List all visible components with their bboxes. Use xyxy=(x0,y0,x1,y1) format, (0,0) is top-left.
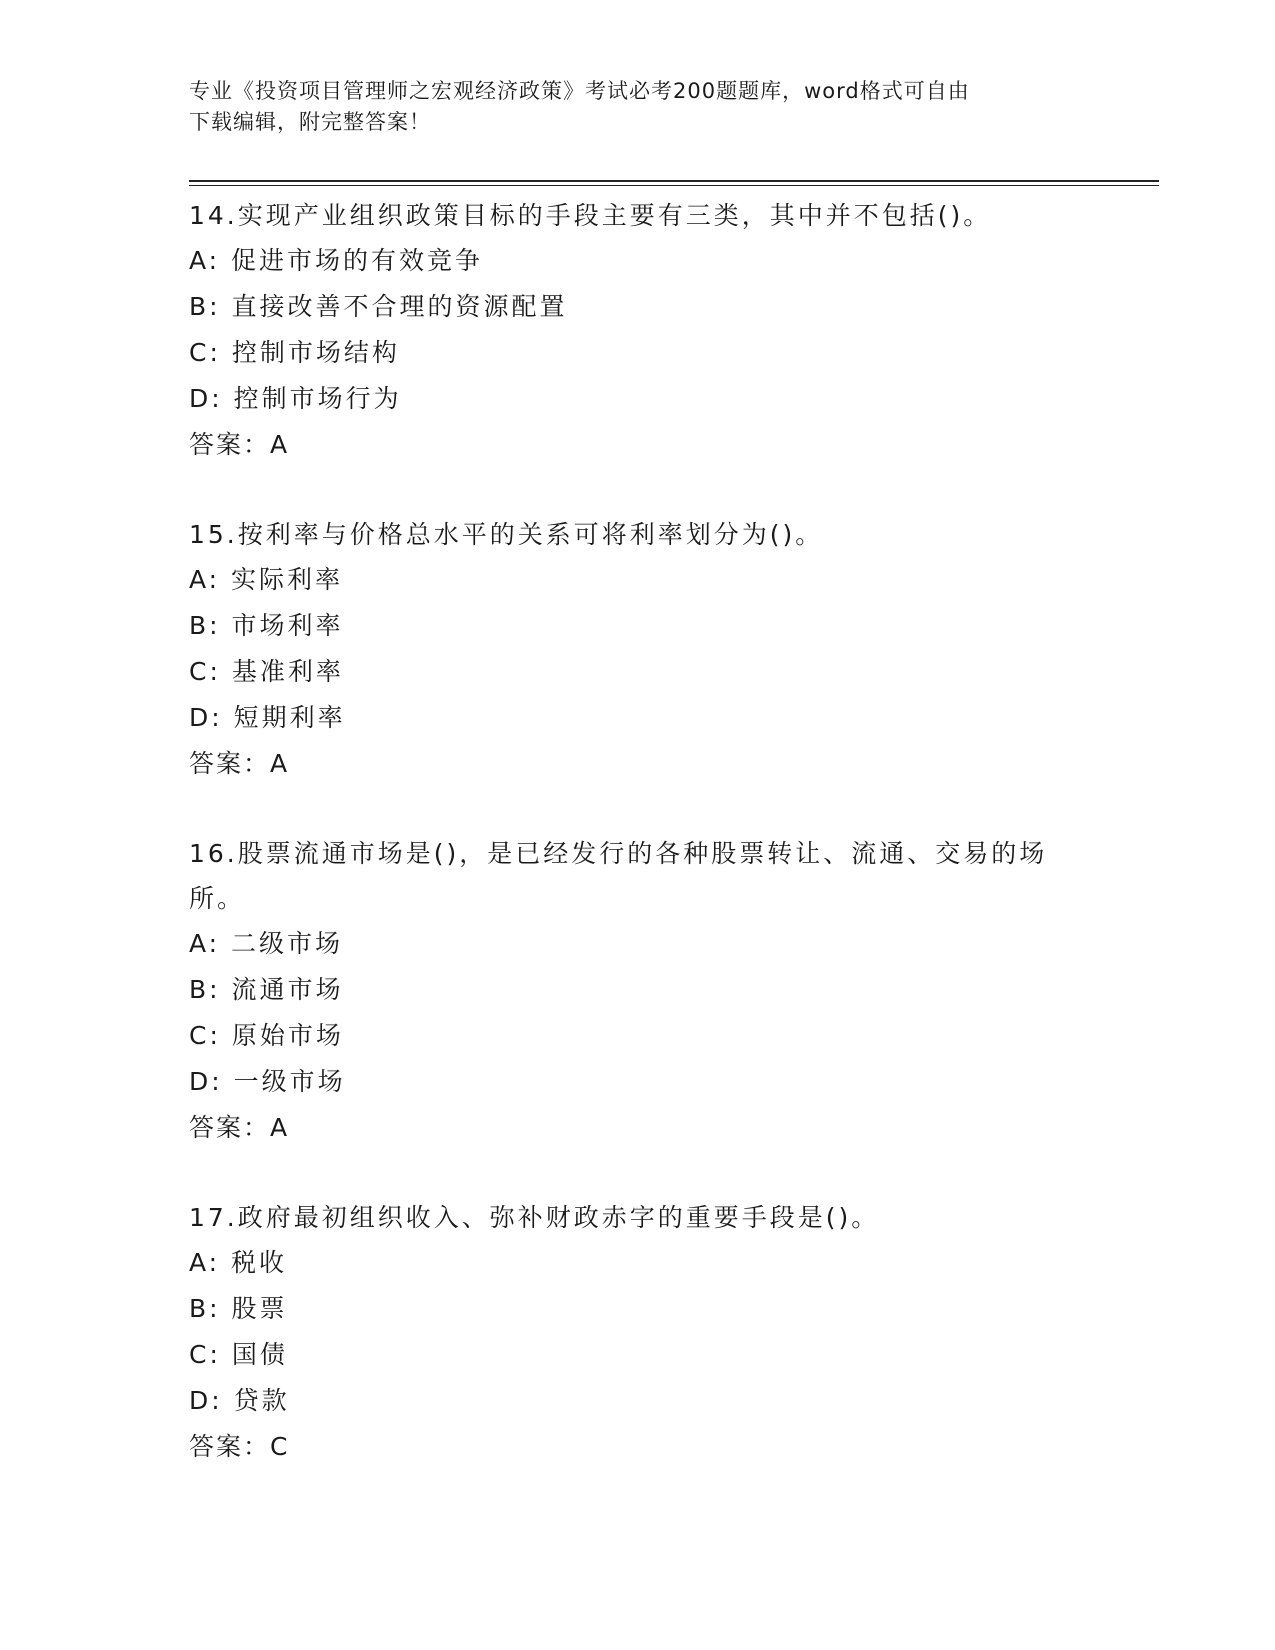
header-line-2: 下载编辑，附完整答案！ xyxy=(189,110,431,134)
answer-label: 答案： xyxy=(189,1432,271,1461)
option-d: D: 短期利率 xyxy=(189,703,346,732)
option-c: C: 原始市场 xyxy=(189,1021,344,1050)
question-stem: 15.按利率与价格总水平的关系可将利率划分为()。 xyxy=(189,520,824,549)
question-15 xyxy=(189,512,1089,787)
option-a: A: 促进市场的有效竞争 xyxy=(189,246,484,275)
answer-label: 答案： xyxy=(189,749,271,778)
question-14 xyxy=(189,193,1089,468)
answer-value: C xyxy=(270,1432,290,1461)
option-c: C: 控制市场结构 xyxy=(189,338,400,367)
option-a: A: 二级市场 xyxy=(189,929,344,958)
answer-value: A xyxy=(270,1113,290,1142)
option-b: B: 市场利率 xyxy=(189,611,344,640)
option-d: D: 贷款 xyxy=(189,1386,290,1415)
answer-line xyxy=(189,1424,1089,1470)
answer-value: A xyxy=(270,430,290,459)
option-b: B: 直接改善不合理的资源配置 xyxy=(189,292,568,321)
answer-line xyxy=(189,1105,1089,1151)
option-b: B: 股票 xyxy=(189,1294,288,1323)
answer-line xyxy=(189,741,1089,787)
question-17 xyxy=(189,1195,1089,1470)
option-c: C: 基准利率 xyxy=(189,657,344,686)
question-list xyxy=(189,193,1089,1514)
question-stem: 14.实现产业组织政策目标的手段主要有三类，其中并不包括()。 xyxy=(189,201,992,230)
option-b: B: 流通市场 xyxy=(189,975,344,1004)
answer-label: 答案： xyxy=(189,1113,271,1142)
option-a: A: 实际利率 xyxy=(189,565,344,594)
answer-label: 答案： xyxy=(189,430,271,459)
document-header xyxy=(189,76,1089,138)
question-stem: 16.股票流通市场是()，是已经发行的各种股票转让、流通、交易的场所。 xyxy=(189,839,1048,913)
option-d: D: 控制市场行为 xyxy=(189,384,402,413)
header-line-1: 专业《投资项目管理师之宏观经济政策》考试必考200题题库，word格式可自由 xyxy=(189,79,970,103)
answer-value: A xyxy=(270,749,290,778)
header-divider-thick xyxy=(189,180,1159,182)
option-d: D: 一级市场 xyxy=(189,1067,346,1096)
question-stem: 17.政府最初组织收入、弥补财政赤字的重要手段是()。 xyxy=(189,1203,880,1232)
option-a: A: 税收 xyxy=(189,1248,288,1277)
answer-line xyxy=(189,422,1089,468)
option-c: C: 国债 xyxy=(189,1340,288,1369)
header-divider-thin xyxy=(189,185,1159,186)
question-16 xyxy=(189,831,1089,1151)
